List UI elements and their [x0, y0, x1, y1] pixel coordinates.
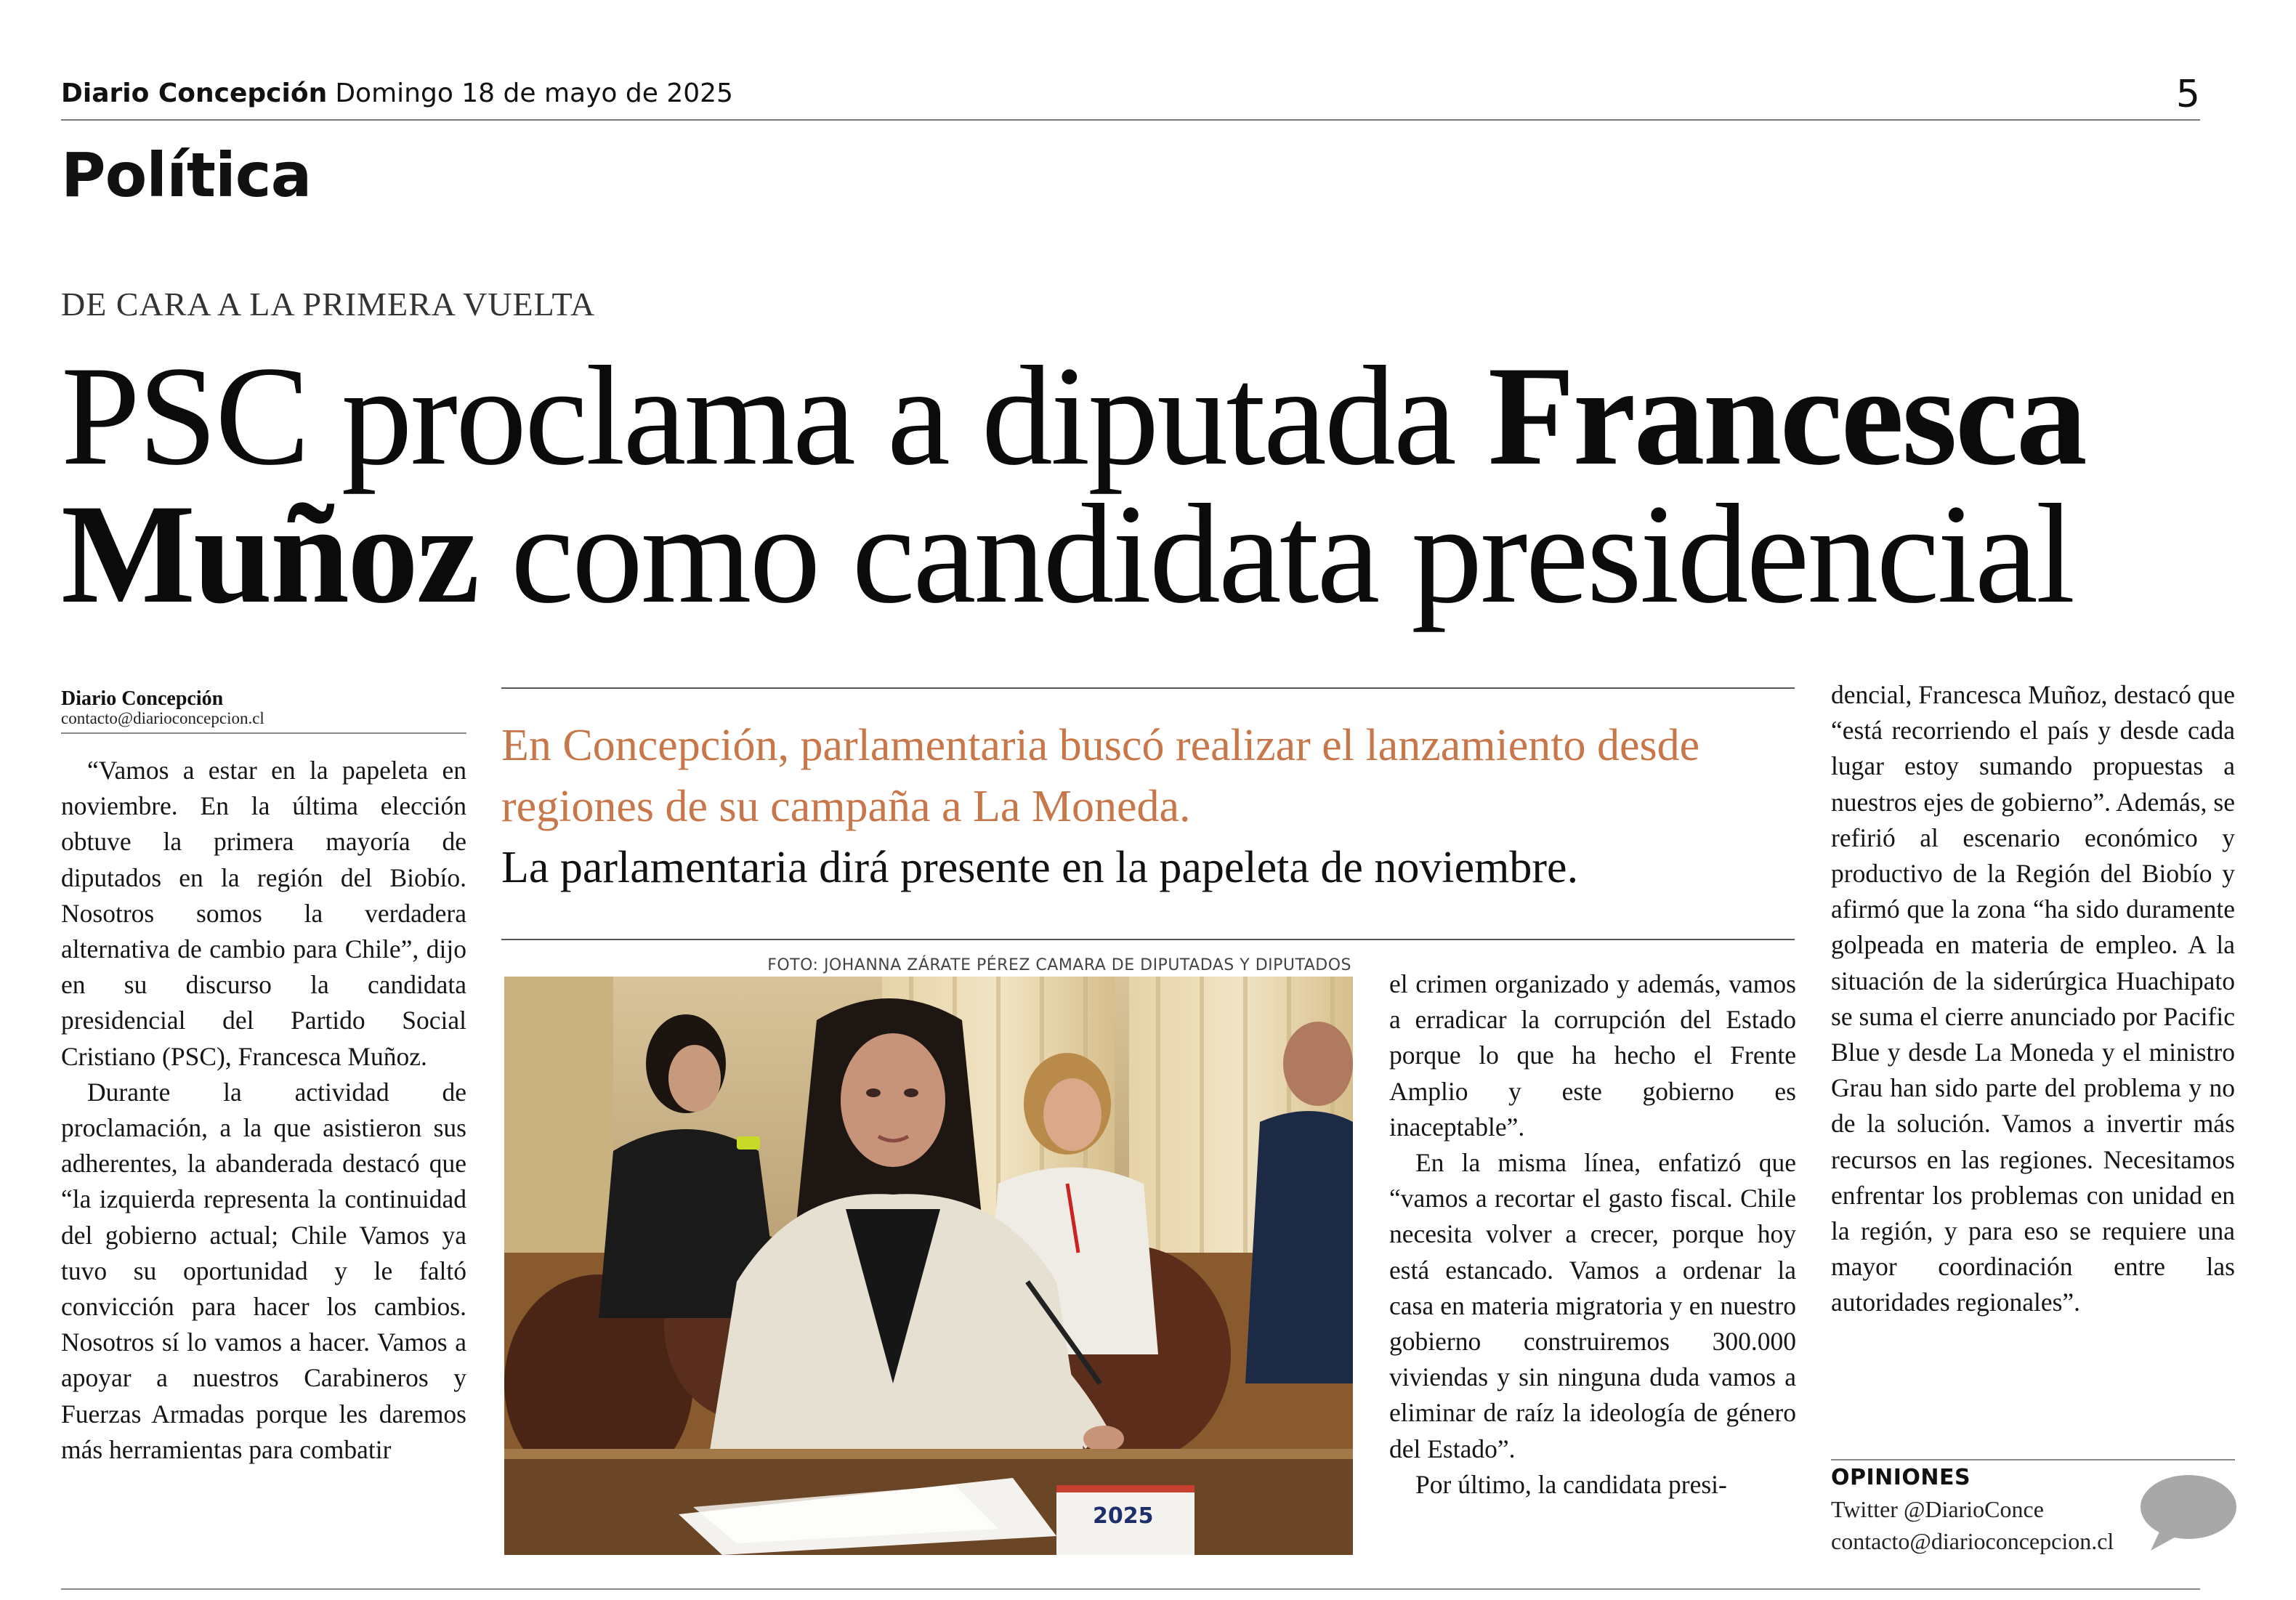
deck-highlight: En Concepción, parlamentaria buscó realizar el lanzamiento desde regiones de su campaña a La Moneda.: [501, 721, 1700, 831]
paragraph: En la misma línea, enfatizó que “vamos a recortar el gasto fiscal. Chile necesita volver a crecer, porque hoy está estancado. Vamos a ordenar la casa en materia migratoria y en nuestro gobierno construiremos 300.000 viviendas y sin ninguna duda vamos a eliminar de raíz la ideología de género del Estado”.: [1389, 1148, 1796, 1463]
article-kicker: DE CARA A LA PRIMERA VUELTA: [61, 286, 596, 323]
headline-part-2: Francesca: [1487, 337, 2085, 495]
paragraph: Durante la actividad de proclamación, a la que asistieron sus adherentes, la abanderada destacó que “la izquierda representa la continuidad del gobierno actual; Chile Vamos ya tuvo su oportunidad y le faltó convicción para hacer los cambios. Nosotros sí lo vamos a hacer. Vamos a apoyar a nuestros Carabineros y Fuerzas Armadas porque les daremos más herramientas para combatir: [61, 1077, 466, 1464]
headline-part-1: PSC proclama a diputada: [61, 337, 1488, 495]
opinion-email: contacto@diarioconcepcion.cl: [1831, 1528, 2114, 1554]
article-photo: [504, 977, 1353, 1555]
page-header: [61, 73, 2200, 125]
opinion-twitter: Twitter @DiarioConce: [1831, 1496, 2044, 1522]
paragraph: “Vamos a estar en la papeleta en noviembre. En la última elección obtuve la primera mayoría de diputados en la región del Biobío. Nosotros somos la verdadera alternativa de cambio para Chile”, dijo en su discurso la candidata presidencial del Partido Social Cristiano (PSC), Francesca Muñoz.: [61, 756, 466, 1071]
byline-author: Diario Concepción: [61, 687, 224, 710]
body-column-middle: [1389, 966, 1796, 1503]
page-bottom-divider: [61, 1588, 2200, 1590]
deck-bottom-divider: [501, 939, 1795, 940]
headline-part-4: como candidata presidencial: [477, 475, 2074, 633]
deck-top-divider: [501, 687, 1795, 689]
page-number: 5: [2175, 73, 2200, 116]
photo-illustration: [504, 977, 1353, 1555]
opinion-divider: [1831, 1459, 2235, 1460]
article-deck: [501, 715, 1795, 898]
opinion-title: OPINIONES: [1831, 1465, 1971, 1490]
byline-email: contacto@diarioconcepcion.cl: [61, 709, 264, 727]
header-divider: [61, 119, 2200, 121]
newspaper-name: Diario Concepción: [61, 78, 328, 108]
paragraph: dencial, Francesca Muñoz, destacó que “está recorriendo el país y desde cada lugar estoy sumando propuestas a nuestros ejes de gobierno”. Además, se refirió al escenario económico y productivo de la Región del Biobío y afirmó que la zona “ha sido duramente golpeada en materia de empleo. A la situación de la siderúrgica Huachipato se suma el cierre anunciado por Pacific Blue y desde La Moneda y el ministro Grau han sido parte del problema y no de la solución. Vamos a invertir más recursos en las regiones. Necesitamos enfrentar los problemas con unidad en la región, y para eso se requiere una mayor coordinación entre las autoridades regionales”.: [1831, 680, 2235, 1317]
body-column-left: [61, 753, 466, 1468]
body-column-right: [1831, 677, 2235, 1321]
speech-bubble-icon: [2136, 1472, 2238, 1552]
deck-subline: La parlamentaria dirá presente en la papeleta de noviembre.: [501, 843, 1579, 892]
article-headline: [61, 337, 2197, 633]
byline-divider: [61, 732, 466, 734]
byline: [61, 687, 468, 728]
photo-credit: FOTO: JOHANNA ZÁRATE PÉREZ CAMARA DE DIPUTADAS Y DIPUTADOS: [767, 956, 1351, 974]
paragraph: el crimen organizado y además, vamos a erradicar la corrupción del Estado porque lo que ha hecho el Frente Amplio y este gobierno es inaceptable”.: [1389, 969, 1796, 1142]
issue-date: Domingo 18 de mayo de 2025: [335, 78, 733, 108]
headline-part-3: Muñoz: [61, 475, 477, 633]
section-title: Política: [61, 140, 312, 211]
paragraph: Por último, la candidata presi-: [1415, 1469, 1727, 1499]
nameplate-year: 2025: [1093, 1503, 1154, 1529]
